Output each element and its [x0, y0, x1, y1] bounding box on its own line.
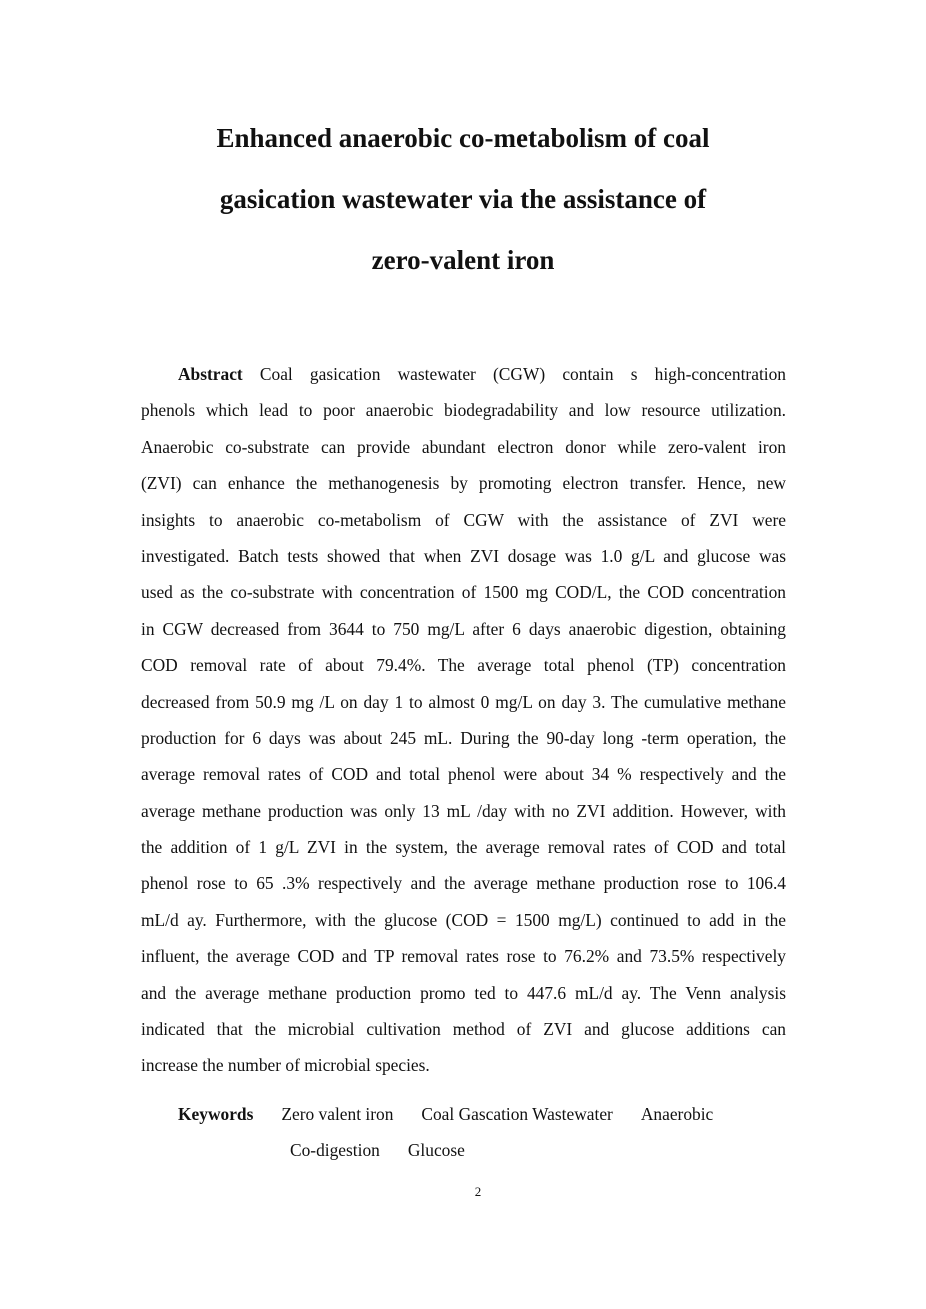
abstract-line: mL/d ay. Furthermore, with the glucose (COD = 1500 mg/L) continued to add in the: [141, 909, 786, 930]
keywords-label: Keywords: [178, 1104, 254, 1124]
abstract-line: average methane production was only 13 mL /day with no ZVI addition. However, with: [141, 800, 786, 821]
keyword: Coal Gascation Wastewater: [421, 1104, 613, 1124]
abstract-line: insights to anaerobic co-metabolism of CGW with the assistance of ZVI were: [141, 509, 786, 530]
abstract-line: increase the number of microbial species.: [141, 1055, 430, 1076]
keywords-line: [178, 1132, 741, 1168]
abstract-line: used as the co-substrate with concentration of 1500 mg COD/L, the COD concentration: [141, 582, 786, 603]
abstract-line: and the average methane production promo ted to 447.6 mL/d ay. The Venn analysis: [141, 982, 786, 1003]
keyword: Anaerobic: [640, 1104, 714, 1124]
abstract-label: Abstract: [178, 364, 243, 384]
title-line: gasication wastewater via the assistance of: [219, 184, 707, 214]
abstract: [141, 356, 786, 1084]
abstract-line: average removal rates of COD and total phenol were about 34 % respectively and the: [141, 764, 786, 785]
abstract-line: Anaerobic co-substrate can provide abundant electron donor while zero-valent iron: [141, 436, 786, 457]
abstract-line: [141, 356, 786, 392]
keyword: Zero valent iron: [281, 1104, 394, 1124]
title-line: zero-valent iron: [371, 245, 555, 275]
page-number: 2: [474, 1184, 482, 1199]
abstract-line: in CGW decreased from 3644 to 750 mg/L after 6 days anaerobic digestion, obtaining: [141, 618, 786, 639]
keywords: [178, 1096, 741, 1169]
keyword: Glucose: [407, 1140, 465, 1161]
abstract-line: (ZVI) can enhance the methanogenesis by promoting electron transfer. Hence, new: [141, 473, 786, 494]
keyword: Co-digestion: [290, 1140, 380, 1161]
abstract-line: decreased from 50.9 mg /L on day 1 to almost 0 mg/L on day 3. The cumulative methane: [141, 691, 786, 712]
abstract-line: phenol rose to 65 .3% respectively and the average methane production rose to 106.4: [141, 873, 786, 894]
keywords-line: [178, 1096, 741, 1132]
abstract-line: investigated. Batch tests showed that when ZVI dosage was 1.0 g/L and glucose was: [141, 545, 786, 566]
abstract-line: indicated that the microbial cultivation method of ZVI and glucose additions can: [141, 1019, 786, 1040]
abstract-line: production for 6 days was about 245 mL. During the 90-day long -term operation, the: [141, 727, 786, 748]
abstract-line: the addition of 1 g/L ZVI in the system, the average removal rates of COD and total: [141, 837, 786, 858]
abstract-line: COD removal rate of about 79.4%. The average total phenol (TP) concentration: [141, 655, 786, 676]
title-line: Enhanced anaerobic co-metabolism of coal: [216, 123, 710, 153]
abstract-line: phenols which lead to poor anaerobic biodegradability and low resource utilization.: [141, 400, 786, 421]
abstract-line: influent, the average COD and TP removal rates rose to 76.2% and 73.5% respectively: [141, 946, 786, 967]
abstract-text: Coal gasication wastewater (CGW) contain s high-concentration: [259, 364, 786, 384]
paper-title: [140, 108, 786, 291]
